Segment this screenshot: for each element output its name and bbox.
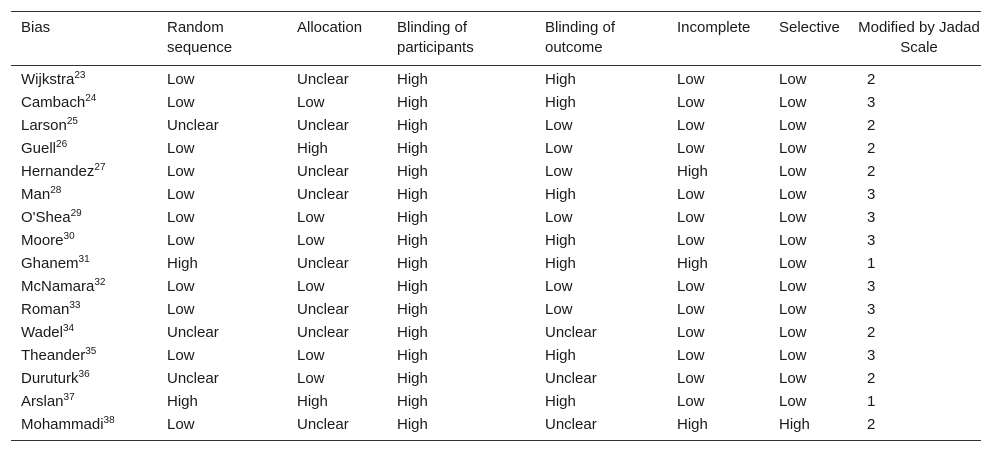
study-name: Cambach (21, 94, 86, 111)
reference-number: 36 (78, 369, 90, 380)
cell-selective: Low (779, 209, 807, 226)
cell-jadad-score: 1 (867, 393, 876, 410)
cell-random-sequence: Low (167, 140, 195, 157)
cell-blinding-participants: High (397, 232, 428, 249)
header-row (11, 12, 981, 66)
cell-random-sequence: Low (167, 301, 195, 318)
cell-jadad-score: 2 (867, 370, 876, 387)
cell-jadad-score: 2 (867, 71, 876, 88)
study-name: Guell (21, 140, 57, 157)
cell-jadad-score: 2 (867, 416, 876, 433)
reference-number: 34 (62, 323, 75, 334)
cell-random-sequence: Low (167, 71, 195, 88)
cell-incomplete: Low (677, 140, 705, 157)
cell-incomplete: Low (677, 393, 705, 410)
reference-number: 30 (63, 231, 75, 242)
header-bias: Bias (21, 19, 51, 36)
cell-random-sequence: Low (167, 347, 195, 364)
cell-study (11, 229, 157, 252)
cell-random-sequence: Low (167, 209, 195, 226)
cell-random-sequence: High (167, 393, 198, 410)
table-row (11, 114, 981, 137)
cell-blinding-outcome: Low (545, 301, 573, 318)
reference-number: 38 (103, 415, 115, 426)
cell-incomplete: Low (677, 324, 705, 341)
cell-selective: High (779, 416, 810, 433)
cell-selective: Low (779, 301, 807, 318)
cell-blinding-participants: High (397, 370, 428, 387)
cell-study (11, 114, 157, 137)
cell-random-sequence: Unclear (167, 370, 219, 387)
header-blinding-participants: Blinding of participants (397, 19, 474, 56)
table-row (11, 206, 981, 229)
cell-study (11, 298, 157, 321)
cell-incomplete: Low (677, 301, 705, 318)
reference-number: 26 (56, 139, 68, 150)
cell-blinding-participants: High (397, 117, 428, 134)
study-name: Man (21, 186, 51, 203)
cell-blinding-participants: High (397, 163, 428, 180)
cell-jadad-score: 3 (867, 278, 876, 295)
cell-blinding-outcome: Low (545, 278, 573, 295)
reference-number: 27 (94, 162, 106, 173)
reference-number: 31 (78, 254, 90, 265)
cell-allocation: Unclear (297, 416, 349, 433)
cell-study (11, 344, 157, 367)
reference-number: 23 (74, 70, 86, 81)
table-row (11, 298, 981, 321)
header-allocation: Allocation (297, 19, 363, 36)
study-name: Larson (21, 117, 67, 134)
cell-blinding-outcome: High (545, 393, 576, 410)
cell-blinding-participants: High (397, 347, 428, 364)
cell-incomplete: Low (677, 232, 705, 249)
table-row (11, 137, 981, 160)
table-body (11, 66, 981, 441)
cell-selective: Low (779, 117, 807, 134)
cell-blinding-outcome: High (545, 186, 576, 203)
study-name: Wijkstra (21, 71, 75, 88)
header-blinding-outcome: Blinding of outcome (545, 19, 616, 56)
cell-allocation: Low (297, 209, 325, 226)
cell-blinding-outcome: High (545, 94, 576, 111)
table-row (11, 321, 981, 344)
table-row (11, 229, 981, 252)
cell-allocation: Low (297, 278, 325, 295)
cell-selective: Low (779, 370, 807, 387)
cell-selective: Low (779, 347, 807, 364)
table-row (11, 275, 981, 298)
cell-random-sequence: Low (167, 186, 195, 203)
cell-incomplete: Low (677, 94, 705, 111)
cell-blinding-participants: High (397, 393, 428, 410)
cell-blinding-outcome: High (545, 347, 576, 364)
cell-allocation: Low (297, 94, 325, 111)
cell-study (11, 160, 157, 183)
cell-blinding-participants: High (397, 140, 428, 157)
cell-allocation: High (297, 140, 328, 157)
study-name: Moore (21, 232, 64, 249)
cell-blinding-outcome: Low (545, 209, 573, 226)
cell-blinding-participants: High (397, 324, 428, 341)
reference-number: 25 (66, 116, 78, 127)
cell-blinding-participants: High (397, 301, 428, 318)
table-row (11, 367, 981, 390)
cell-incomplete: High (677, 255, 708, 272)
cell-study (11, 206, 157, 229)
cell-jadad-score: 3 (867, 347, 876, 364)
table-row (11, 183, 981, 206)
cell-study (11, 137, 157, 160)
cell-selective: Low (779, 140, 807, 157)
table-row (11, 66, 981, 92)
study-name: Ghanem (21, 255, 79, 272)
cell-allocation: Unclear (297, 117, 349, 134)
study-name: Wadel (21, 324, 63, 341)
cell-selective: Low (779, 71, 807, 88)
cell-allocation: High (297, 393, 328, 410)
cell-selective: Low (779, 94, 807, 111)
study-name: O'Shea (21, 209, 71, 226)
cell-jadad-score: 3 (867, 301, 876, 318)
reference-number: 35 (85, 346, 97, 357)
cell-blinding-participants: High (397, 186, 428, 203)
reference-number: 24 (85, 93, 97, 104)
cell-random-sequence: Low (167, 163, 195, 180)
header-incomplete: Incomplete (677, 19, 751, 36)
cell-selective: Low (779, 186, 807, 203)
cell-blinding-participants: High (397, 416, 428, 433)
header-random-sequence: Random sequence (167, 19, 233, 56)
cell-random-sequence: Low (167, 416, 195, 433)
cell-blinding-outcome: Unclear (545, 416, 597, 433)
cell-blinding-outcome: Unclear (545, 324, 597, 341)
cell-blinding-outcome: Low (545, 117, 573, 134)
cell-blinding-outcome: Unclear (545, 370, 597, 387)
cell-random-sequence: Unclear (167, 117, 219, 134)
cell-blinding-participants: High (397, 278, 428, 295)
reference-number: 28 (50, 185, 62, 196)
table-row (11, 252, 981, 275)
cell-incomplete: Low (677, 71, 705, 88)
cell-allocation: Unclear (297, 71, 349, 88)
study-name: McNamara (21, 278, 95, 295)
cell-allocation: Unclear (297, 301, 349, 318)
cell-blinding-outcome: High (545, 232, 576, 249)
cell-allocation: Low (297, 347, 325, 364)
cell-study (11, 321, 157, 344)
cell-blinding-participants: High (397, 255, 428, 272)
cell-blinding-participants: High (397, 209, 428, 226)
reference-number: 32 (94, 277, 106, 288)
cell-selective: Low (779, 232, 807, 249)
cell-study (11, 275, 157, 298)
cell-blinding-outcome: Low (545, 163, 573, 180)
cell-blinding-participants: High (397, 71, 428, 88)
study-name: Theander (21, 347, 86, 364)
cell-jadad-score: 1 (867, 255, 876, 272)
cell-allocation: Unclear (297, 255, 349, 272)
cell-incomplete: High (677, 163, 708, 180)
cell-study (11, 390, 157, 413)
cell-jadad-score: 2 (867, 117, 876, 134)
cell-random-sequence: High (167, 255, 198, 272)
cell-allocation: Unclear (297, 186, 349, 203)
cell-incomplete: Low (677, 117, 705, 134)
header-selective: Selective (779, 19, 840, 36)
cell-jadad-score: 3 (867, 94, 876, 111)
study-name: Mohammadi (21, 416, 104, 433)
cell-jadad-score: 3 (867, 186, 876, 203)
cell-jadad-score: 2 (867, 140, 876, 157)
study-name: Duruturk (21, 370, 79, 387)
table-row (11, 91, 981, 114)
header-jadad-scale: Modified by Jadad Scale (858, 19, 980, 56)
cell-selective: Low (779, 278, 807, 295)
study-name: Arslan (21, 393, 64, 410)
cell-blinding-outcome: High (545, 255, 576, 272)
cell-study (11, 252, 157, 275)
cell-random-sequence: Low (167, 278, 195, 295)
risk-of-bias-table (11, 11, 981, 441)
cell-allocation: Unclear (297, 163, 349, 180)
study-name: Hernandez (21, 163, 95, 180)
cell-random-sequence: Unclear (167, 324, 219, 341)
cell-jadad-score: 2 (867, 163, 876, 180)
study-name: Roman (21, 301, 70, 318)
cell-jadad-score: 2 (867, 324, 876, 341)
cell-blinding-outcome: High (545, 71, 576, 88)
cell-blinding-outcome: Low (545, 140, 573, 157)
cell-incomplete: Low (677, 209, 705, 226)
table-row (11, 160, 981, 183)
cell-study (11, 183, 157, 206)
cell-incomplete: Low (677, 278, 705, 295)
cell-incomplete: Low (677, 370, 705, 387)
cell-jadad-score: 3 (867, 232, 876, 249)
cell-random-sequence: Low (167, 232, 195, 249)
cell-incomplete: Low (677, 186, 705, 203)
cell-selective: Low (779, 163, 807, 180)
cell-selective: Low (779, 324, 807, 341)
cell-study (11, 413, 157, 441)
cell-allocation: Low (297, 232, 325, 249)
cell-selective: Low (779, 255, 807, 272)
cell-allocation: Low (297, 370, 325, 387)
cell-selective: Low (779, 393, 807, 410)
table-row (11, 413, 981, 441)
cell-study (11, 66, 157, 92)
cell-jadad-score: 3 (867, 209, 876, 226)
reference-number: 37 (63, 392, 75, 403)
reference-number: 33 (69, 300, 81, 311)
cell-blinding-participants: High (397, 94, 428, 111)
cell-study (11, 91, 157, 114)
cell-allocation: Unclear (297, 324, 349, 341)
cell-random-sequence: Low (167, 94, 195, 111)
table-row (11, 390, 981, 413)
bias-table-container (11, 11, 981, 441)
cell-incomplete: High (677, 416, 708, 433)
cell-study (11, 367, 157, 390)
table-header (11, 12, 981, 66)
reference-number: 29 (70, 208, 82, 219)
table-row (11, 344, 981, 367)
cell-incomplete: Low (677, 347, 705, 364)
